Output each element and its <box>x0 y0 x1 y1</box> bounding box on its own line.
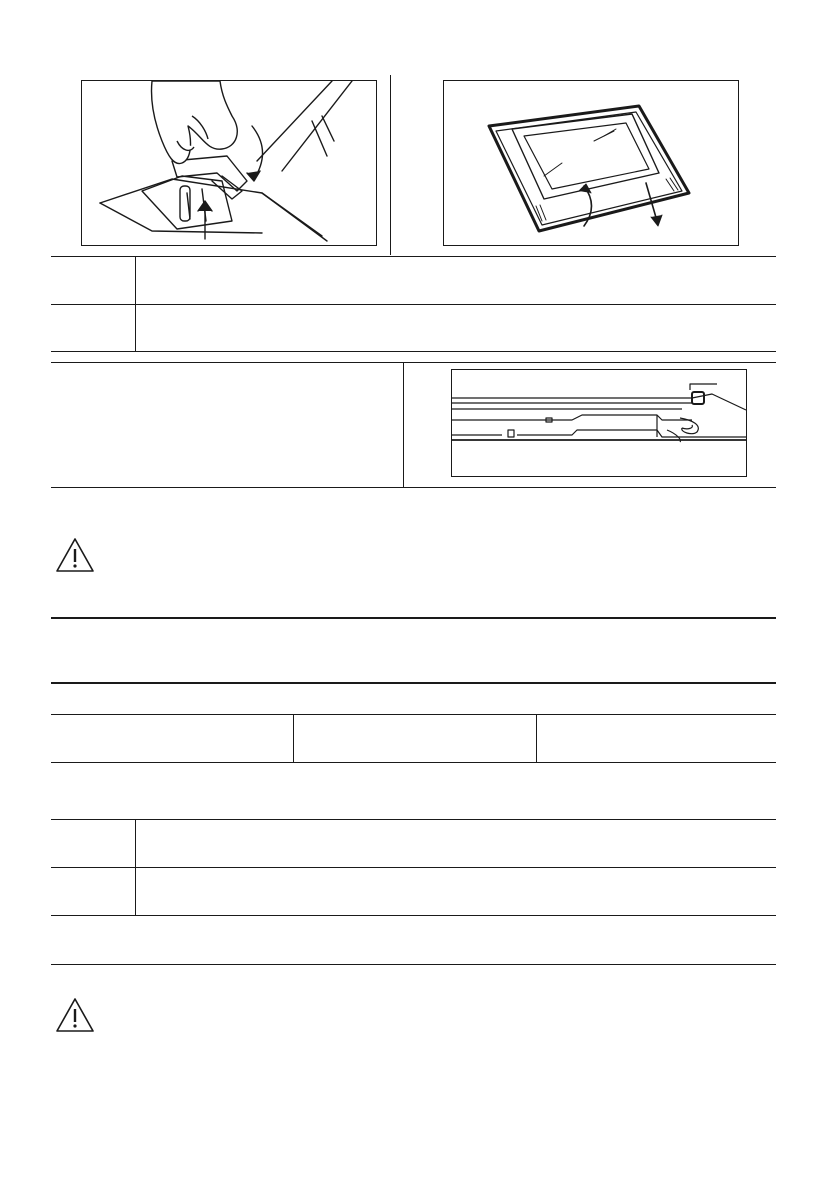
step-table-top-border <box>51 256 776 257</box>
spec-table-col-divider-2 <box>536 714 537 762</box>
spec-table-col-divider-1 <box>293 714 294 762</box>
spec-table-bottom-border <box>51 762 776 763</box>
warning-triangle-icon <box>55 537 95 573</box>
warning-triangle-icon <box>55 997 95 1033</box>
step-table-bottom-top-border <box>51 819 776 820</box>
section-divider <box>51 964 776 965</box>
warning-icon-1 <box>55 537 95 573</box>
step-table-bottom-row-divider <box>51 867 776 868</box>
oven-door-illustration <box>443 80 739 246</box>
spec-table-header-border <box>51 682 776 684</box>
rail-section-bottom-border <box>51 487 776 488</box>
rail-illustration <box>451 369 747 477</box>
section-divider <box>51 617 776 619</box>
rail-section-divider <box>403 362 404 487</box>
hinge-illustration <box>81 80 377 246</box>
rail-section-top-border <box>51 362 776 363</box>
figure-divider <box>390 75 391 255</box>
step-table-top-bottom-border <box>51 351 776 352</box>
spec-table-header-divider <box>51 714 776 715</box>
step-table-top-row-divider <box>51 304 776 305</box>
warning-icon-2 <box>55 997 95 1033</box>
step-table-bottom-bottom-border <box>51 915 776 916</box>
